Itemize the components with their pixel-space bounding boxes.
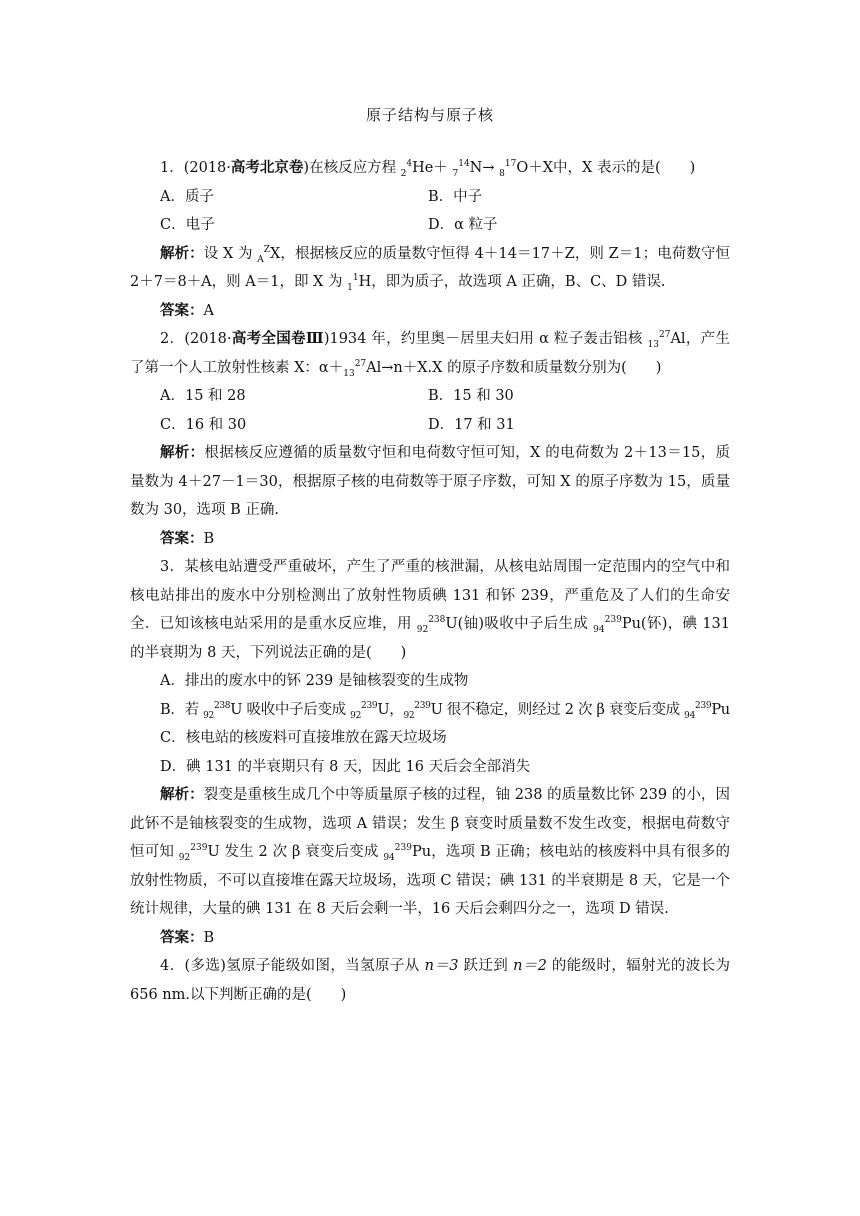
q1-analysis-label: 解析： xyxy=(160,244,204,262)
q3-option-c: C．核电站的核废料可直接堆放在露天垃圾场 xyxy=(160,730,447,746)
q1-analysis xyxy=(130,240,730,297)
q3-option-b-5: Pu xyxy=(711,701,730,718)
q3-analysis-1: 裂变是重核生成几个中等质量原子核的过程，铀 238 的质量数比钚 239 的小，因此钚不是铀核裂变的生成物，选项 A 错误；发生 β 衰变时质量数不发生改变，根据电荷数守恒可知 xyxy=(130,787,730,860)
q3-option-d: D．碘 131 的半衰期只有 8 天，因此 16 天后会全部消失 xyxy=(160,758,531,775)
q3-analysis xyxy=(130,781,730,924)
q2-stem-a: 2．(2018· xyxy=(160,331,232,347)
q3-answer xyxy=(130,924,730,953)
u239-sup-b: 239 xyxy=(361,700,378,711)
page-title: 原子结构与原子核 xyxy=(365,106,494,124)
q4-stem-1: 4．(多选)氢原子能级如图，当氢原子从 xyxy=(160,958,425,974)
o-sup: 17 xyxy=(504,159,517,170)
u238-sub: 92 xyxy=(416,624,429,635)
al-sub: 13 xyxy=(647,339,659,350)
q3-option-b-4: U 很不稳定，则经过 2 次 β 衰变后变成 xyxy=(430,701,685,718)
q4-n2: n＝2 xyxy=(513,958,547,974)
pu-sup-b: 239 xyxy=(695,700,712,711)
u239-sup-j: 239 xyxy=(190,843,208,854)
n-sup: 14 xyxy=(458,159,470,170)
o-text: O＋X xyxy=(516,160,554,176)
al-sup: 27 xyxy=(659,330,671,341)
u238-sup: 238 xyxy=(428,615,446,626)
q2-option-c: C．16 和 30 xyxy=(160,416,247,433)
q1-analysis-1: 设 X 为 xyxy=(203,245,258,262)
q3-option-b-3: U， xyxy=(377,701,404,718)
q1-analysis-2: X，根据核反应的质量数守恒得 4＋14＝17＋Z，则 Z＝1；电荷数守恒 xyxy=(270,245,730,262)
u239-sup-b2: 239 xyxy=(414,700,431,711)
q1-analysis-3: 2＋7＝8＋A，则 A＝1，即 X 为 xyxy=(130,274,348,290)
q1-answer-value: A xyxy=(203,302,214,319)
q2-options-row1 xyxy=(130,382,730,411)
q4-stem-2: 跃迁到 xyxy=(458,958,514,974)
q4-stem-3: 的能级时，辐射光的波长为 656 nm.以下判断正确的是( ) xyxy=(130,958,730,1003)
q1-answer xyxy=(130,297,730,326)
q1-stem-b: )在核反应方程 xyxy=(303,160,401,176)
q2-options-row2 xyxy=(130,411,730,440)
he-text: He＋ xyxy=(412,160,448,176)
q3-stem-2: U(铀)吸收中子后生成 xyxy=(445,616,594,632)
q2-stem-c: ，产生了 xyxy=(130,331,730,376)
he-sup: 4 xyxy=(406,159,413,170)
question-content xyxy=(130,154,730,1009)
n-text: N→ xyxy=(469,160,495,176)
pu-sup: 239 xyxy=(604,615,622,626)
u238-sub-b: 92 xyxy=(203,710,214,721)
u239-sub-j: 92 xyxy=(178,852,191,863)
pu-sup-j: 239 xyxy=(394,843,412,854)
q2-answer-value: B xyxy=(203,530,215,547)
q1-source: 高考北京卷 xyxy=(230,159,304,176)
pu-sub-b: 94 xyxy=(684,710,696,721)
pu-sub-j: 94 xyxy=(383,852,395,863)
q2-analysis xyxy=(130,439,730,525)
u238-sup-b: 238 xyxy=(213,700,231,711)
q4-stem xyxy=(130,952,730,1009)
q1-stem xyxy=(130,154,730,183)
q4-n3: n＝3 xyxy=(424,958,459,974)
q3-analysis-3: Pu，选项 B 正确；核电站的核废料中具有很多的放射性物质，不可以直接堆在露天垃圾场，选项 C 错误；碘 131 的半衰期是 8 天，它是一个统计规律，大量的碘 131 在 8 天后会剩一半，16 天后会剩四分之一，选项 D 错误. xyxy=(130,844,731,917)
q3-option-a: A．排出的废水中的钚 239 是铀核裂变的生成物 xyxy=(160,673,469,689)
q2-source: 高考全国卷Ⅲ xyxy=(231,330,324,347)
q3-stem-1: 3．某核电站遭受严重破坏，产生了严重的核泄漏，从核电站周围一定范围内的空气中和核电站排出的废水中分别检测出了放射性物质碘 131 和钚 239，严重危及了人们的生命安全．已知该核电站采用的是重水反应堆，用 xyxy=(130,559,730,632)
q1-option-c: C．电子 xyxy=(160,217,215,233)
q3-option-b xyxy=(130,696,730,725)
n-sub: 7 xyxy=(452,168,459,179)
h-sub: 1 xyxy=(347,282,353,293)
q3-option-b-1: B．若 xyxy=(160,701,204,718)
al-text: Al xyxy=(670,331,686,347)
q2-stem-b: )1934 年，约里奥－居里夫妇用 α 粒子轰击铝核 xyxy=(323,331,648,347)
q1-stem-a: 1．(2018· xyxy=(160,160,231,176)
q1-option-b: B．中子 xyxy=(428,188,483,205)
q3-stem xyxy=(130,553,730,667)
q1-analysis-4: H，即为质子，故选项 A 正确，B、C、D 错误. xyxy=(358,274,666,290)
q1-options-row1 xyxy=(130,183,730,212)
x-sub: A xyxy=(257,254,264,265)
al2-sub: 13 xyxy=(343,368,355,379)
q2-option-d: D．17 和 31 xyxy=(428,416,515,433)
x-sup: Z xyxy=(263,244,271,255)
q3-analysis-2: U 发生 2 次 β 衰变后变成 xyxy=(207,844,384,860)
he-sub: 2 xyxy=(400,168,407,179)
q2-stem-d: 第一个人工放射性核素 X：α＋ xyxy=(144,359,344,376)
q2-analysis-label: 解析： xyxy=(160,444,205,461)
q3-answer-value: B xyxy=(203,929,215,946)
q1-stem-c: 中，X 表示的是( ) xyxy=(553,160,696,176)
q2-analysis-text: 根据核反应遵循的质量数守恒和电荷数守恒可知，X 的电荷数为 2＋13＝15，质量数为 4＋27－1＝30，根据原子核的电荷数等于原子序数，可知 X 的原子序数为 15，质量数为 30，选项 B 正确. xyxy=(130,445,731,518)
q2-answer xyxy=(130,525,730,554)
o-sub: 8 xyxy=(499,168,505,179)
q3-option-b-2: U 吸收中子后变成 xyxy=(230,701,351,718)
u239-sub-b: 92 xyxy=(350,710,362,721)
q2-answer-label: 答案： xyxy=(160,529,204,547)
q3-answer-label: 答案： xyxy=(160,928,204,946)
al2-sup: 27 xyxy=(354,358,367,369)
q1-option-a: A．质子 xyxy=(160,188,214,205)
h-sup: 1 xyxy=(352,273,359,284)
u239-sub-b2: 92 xyxy=(403,710,415,721)
q2-stem-e: Al→n＋X.X 的原子序数和质量数分别为( ) xyxy=(366,359,662,376)
q2-option-a: A．15 和 28 xyxy=(160,388,246,404)
q2-option-b: B．15 和 30 xyxy=(428,388,514,404)
q2-stem xyxy=(130,325,730,382)
q1-answer-label: 答案： xyxy=(160,301,204,319)
pu-sub: 94 xyxy=(593,624,605,635)
q1-option-d: D．α 粒子 xyxy=(428,217,498,233)
q3-analysis-label: 解析： xyxy=(160,786,204,803)
q3-stem-3: Pu(钚)，碘 131 的半衰期为 8 天，下列说法正确的是( ) xyxy=(130,616,730,661)
q1-options-row2 xyxy=(130,211,730,240)
